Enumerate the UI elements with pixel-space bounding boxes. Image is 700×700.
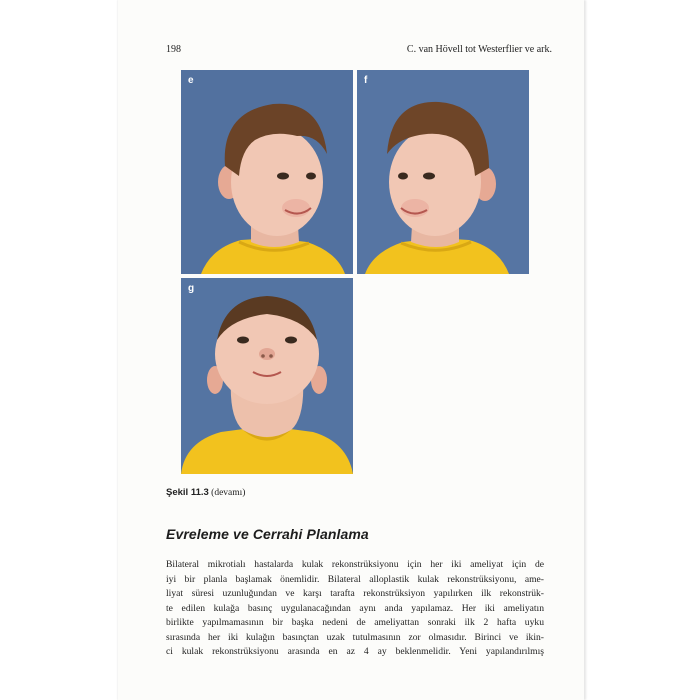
figure-caption: [166, 487, 245, 498]
book-page: [118, 0, 584, 700]
paragraph-line: te edilen kulağa basınç uygulanacağından aynı anda yapılamaz. Her iki ameliyatın: [166, 602, 544, 614]
panel-label-g: g: [188, 283, 195, 294]
page-number: 198: [166, 44, 181, 55]
running-header: [166, 44, 552, 55]
paragraph-line: sırasında her iki kulağın basınçtan uzak tutulmasının zor olmasıdır. Birinci ve ikin-: [166, 631, 544, 643]
paragraph-line: ci kulak rekonstrüksiyonu arasında en az 4 ay beklenmelidir. Yeni yapılandırılmış: [166, 646, 544, 657]
section-heading: Evreleme ve Cerrahi Planlama: [166, 526, 369, 542]
figure-photo-f: [357, 70, 529, 274]
panel-label-f: f: [364, 75, 368, 86]
body-paragraph: [166, 558, 544, 660]
figure-photo-e: [181, 70, 353, 274]
running-title: C. van Hövell tot Westerflier ve ark.: [406, 44, 552, 55]
paragraph-line: iyi bir planla başlamak önemlidir. Bilateral alloplastik kulak rekonstrüksiyonu, ame-: [166, 573, 544, 585]
paragraph-line: birlikte yapılmamasının bir başka nedeni de ameliyattan sonraki ilk 2 hafta uyku: [166, 617, 544, 628]
panel-label-e: e: [188, 75, 194, 86]
figure-caption-text: (devamı): [211, 488, 246, 498]
paragraph-line: liyat süresi uzunluğundan ve karşı tarafta rekonstrüksiyon yapılırken ilk rekonstrük-: [166, 588, 544, 599]
figure-caption-label: Şekil 11.3: [166, 487, 209, 498]
paragraph-line: Bilateral mikrotialı hastalarda kulak rekonstrüksiyonu için her iki ameliyat için de: [166, 559, 544, 570]
figure-photo-g: [181, 278, 353, 474]
